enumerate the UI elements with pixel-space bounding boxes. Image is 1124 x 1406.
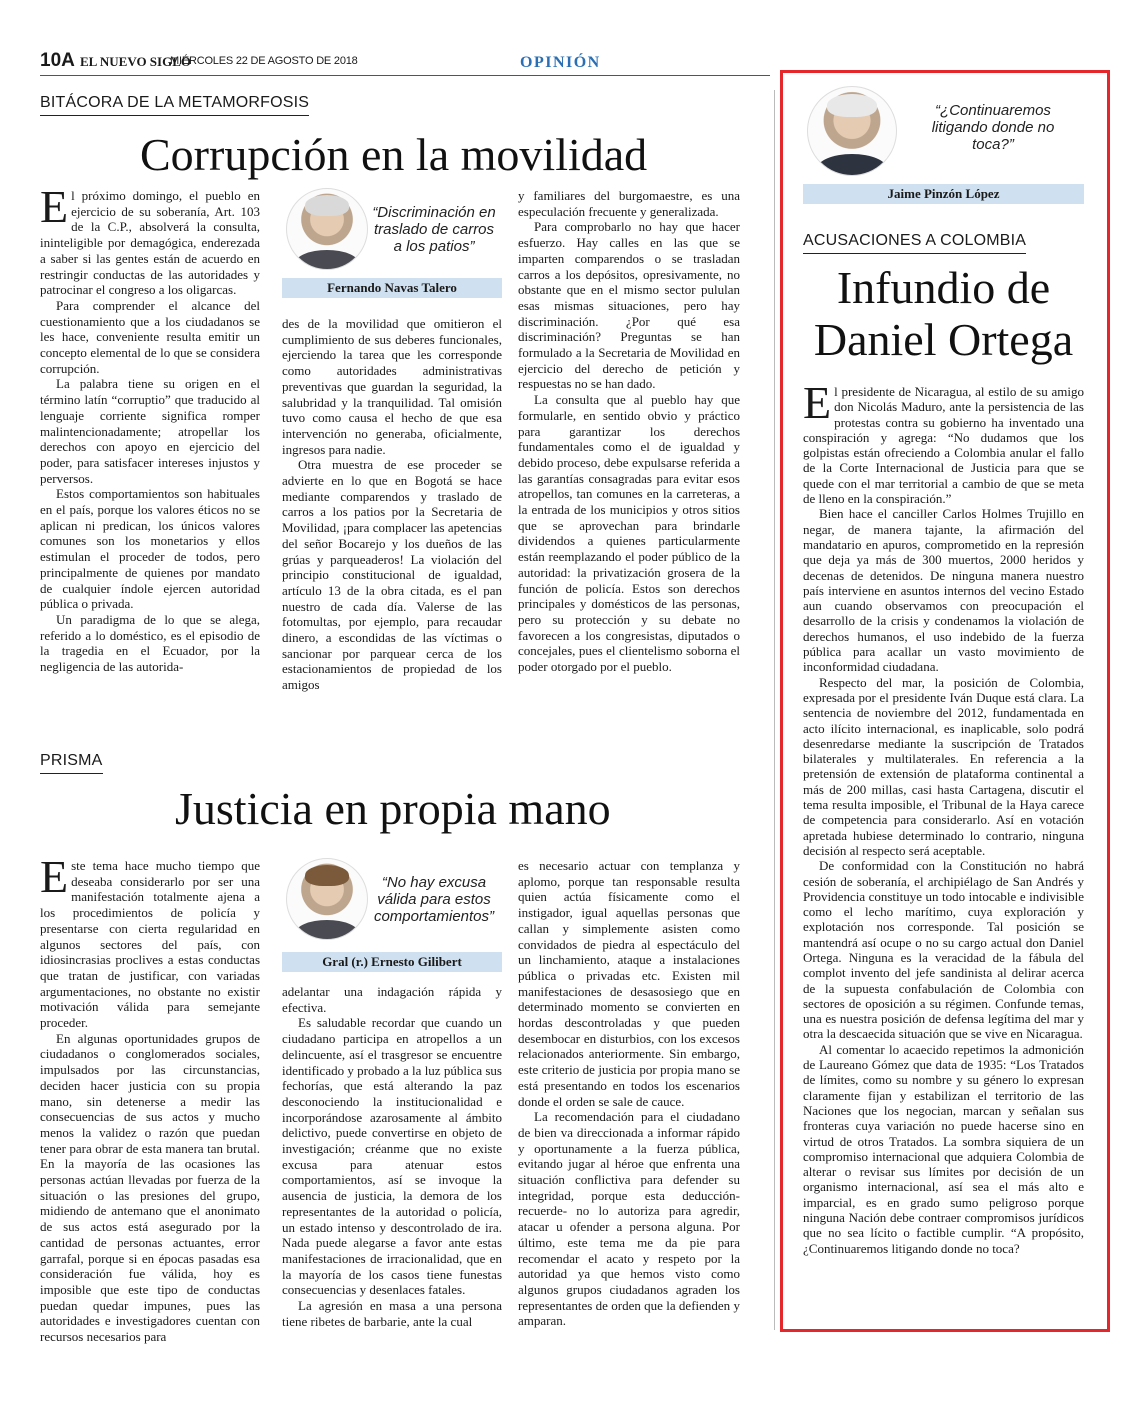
paragraph: es necesario actuar con templanza y aplomo, porque tan responsable resulta quien actúa físicamente como el instigador, igual aquellas personas que callan y simplemente asisten como convidados de piedra al espectáculo del un linchamiento, ataque a instalaciones pública o privadas etc. Existen mil manifestaciones de desasosiego que en determinado momento se convierten en hordas descontroladas y que pueden desembocar en disturbios, con los excesos relacionados anteriormente. Sin embargo, este criterio de justicia por propia mano se está presentando en todos los escenarios donde el orden se sale de cauce.	[518, 858, 740, 1109]
section-title: OPINIÓN	[520, 54, 601, 71]
dropcap: E	[40, 188, 69, 232]
column-separator	[774, 90, 775, 1330]
article1-column-1	[40, 188, 260, 708]
pull-quote: “Discriminación en traslado de carros a los patios”	[372, 204, 496, 255]
paragraph: adelantar una indagación rápida y efectiva.	[282, 984, 502, 1015]
headline-line: Infundio de	[836, 262, 1051, 313]
article1-column-2	[282, 316, 502, 708]
article3-headline	[803, 262, 1084, 366]
paragraph: Bien hace el canciller Carlos Holmes Trujillo en negar, de manera tajante, la afirmación del mandatario en apuros, comprometido en la represión que deja ya más de 300 muertos, 2000 heridos y decenas de detenidos. De ninguna manera nuestro país interviene en asuntos internos del vecino Estado aun cuando observamos con preocupación el desarrollo de la crisis y condenamos la violación de derechos humanos, el uso indebido de la fuerza pública para acallar un vasto movimiento de inconformidad ciudadana.	[803, 506, 1084, 675]
paragraph: Estos comportamientos son habituales en el país, porque los valores éticos no se aplican ni predican, los únicos valores comunes son los monetarios y ellos estimulan el proceder de todos, pero principalmente de quienes por mandato de cualquier índole ejercen autoridad pública o privada.	[40, 486, 260, 612]
paragraph: La recomendación para el ciudadano de bien va direccionada a informar rápido y oportunamente a la fuerza pública, evitando jugar al héroe que enfrenta una situación conflictiva para defender su integridad, porque esta deducción- recuerde- no lo autoriza para agredir, atacar u ofender a persona alguna. Por último, este tema me da pie para recomendar el acato y respeto por la autoridad ya que hemos visto como algunos grupos ciudadanos agraden los representantes de orden que la defienden y amparan.	[518, 1109, 740, 1329]
paragraph: Al comentar lo acaecido repetimos la admonición de Laureano Gómez que data de 1935: “Los Tratados de límites, como su nombre y su género lo expresan claramente fijan y estabilizan el territorio de las Naciones que los negocian, marcan y señalan sus fronteras cuya variación no puede hacerse sino en virtud de otros Tratados. La sombra siquiera de un compromiso internacional que adquiera Colombia de alterar o revisar sus límites por decisión de un organismo internacional, así sea el más alto e imparcial, es en grado sumo peligroso porque ninguna Nación debe contraer compromisos jurídicos que no sea lícito o factible cumplir. “A propósito, ¿Continuaremos litigando donde no toca?	[803, 1041, 1084, 1256]
header-rule	[40, 75, 770, 76]
paragraph: En algunas oportunidades grupos de ciudadanos o conglomerados sociales, impulsados por las circunstancias, deciden hacer justicia con su propia mano, sin detenerse a medir las consecuencias de sus actos y mucho menos la validez o razón que puedan tener para obrar de esta manera tan brutal. En la mayoría de las ocasiones las personas actúan llevadas por fuerza de la situación o las presiones del grupo, midiendo de antemano que el anonimato de sus actos está asegurado por la cantidad de personas actuantes, error garrafal, porque si en épocas pasadas esa consideración fue válida, hoy es imposible que este tipo de conductas puedan quedar impunes, pues las autoridades e investigadores cuentan con recursos necesarios para	[40, 1030, 260, 1345]
paragraph: l presidente de Nicaragua, al estilo de su amigo don Nicolás Maduro, ante la persistencia de las protestas contra su gobierno ha inventado una conspiración y agrega: “No dudamos que los golpistas están ofreciendo a Colombia anular el fallo de la Corte Internacional de Justicia para que se quede con el mar territorial a cambio de que se meta de lleno en la conspiración.”	[803, 384, 1084, 507]
paragraph: des de la movilidad que omitieron el cumplimiento de sus deberes funcionales, ejerciendo la tarea que les corresponde como autoridades administrativas preventivas que guardan la seguridad, la salubridad y la tranquilidad. Tal omisión tuvo como causa el hecho de que esa intervención no generaba, oficialmente, ingresos para nadie.	[282, 316, 502, 457]
author-photo	[286, 858, 368, 940]
paragraph: y familiares del burgomaestre, es una especulación frecuente y generalizada.	[518, 188, 740, 219]
article2-kicker: PRISMA	[40, 752, 103, 769]
article1-quote-box	[282, 188, 502, 303]
author-name: Jaime Pinzón López	[803, 184, 1084, 204]
paragraph: La agresión en masa a una persona tiene ribetes de barbarie, ante la cual	[282, 1298, 502, 1329]
issue-date: MIÉRCOLES 22 DE AGOSTO DE 2018	[170, 55, 358, 67]
paragraph: La consulta que al pueblo hay que formularle, en sentido obvio y práctico para garantizar los derechos fundamentales como el de igualdad y debido proceso, debe expulsarse referida a las garantías consagradas para evitar esos atropellos, tan comunes en la carreteras, a la entrada de los municipios y otros sitios que se aprovechan para brindarle dividendos a quienes particularmente están reemplazando el poder público de la autoridad: la privatización grosera de la función de policía. Estos son derechos principales y domésticos de las personas, pero su protección y su debate no favorecen a los congresistas, diputados o concejales, pues el clientelismo soborna el poder otorgado por el pueblo.	[518, 392, 740, 675]
article1-kicker: BITÁCORA DE LA METAMORFOSIS	[40, 94, 310, 111]
dropcap: E	[40, 858, 69, 902]
paragraph: Para comprender el alcance del cuestionamiento que a los ciudadanos se les hace, conveniente resulta emitir un concepto elemental de lo que se considera corrupción.	[40, 297, 260, 376]
article2-quote-box	[282, 858, 502, 976]
headline-line: Daniel Ortega	[813, 314, 1074, 365]
paragraph: ste tema hace mucho tiempo que deseaba considerarlo por ser una manifestación totalmente ajena a los procedimientos de policía y presentarse con cierta regularidad en algunos sectores del país, con idiosincrasias proclives a estas conductas que tratan de justificar, con variadas argumentaciones, no obstante no existir motivación válida para semejante proceder.	[40, 858, 260, 1031]
article2-column-2	[282, 984, 502, 1350]
article3-kicker: ACUSACIONES A COLOMBIA	[803, 232, 1027, 249]
author-name: Gral (r.) Ernesto Gilibert	[282, 952, 502, 972]
dropcap: E	[803, 384, 832, 428]
paragraph: Es saludable recordar que cuando un ciudadano participa en atropellos a un delincuente, así el trasgresor se encuentre identificado y probado a la luz pública sus fechorías, que está alterando la paz desconociendo la institucionalidad e incorporándose azarosamente al ámbito delictivo, puede convertirse en objeto de investigación; créanme que no existe excusa para atenuar estos comportamientos, así se invoque la ausencia de justicia, la demora de los representantes de la autoridad o policía, un estado intenso y descontrolado de ira. Nada puede alegarse a favor ante estas manifestaciones de irracionalidad, que en la mayoría de los casos tiene funestas consecuencias y desenlaces fatales.	[282, 1015, 502, 1298]
article1-column-3	[518, 188, 740, 708]
article2-column-3	[518, 858, 740, 1350]
article3-quote-box	[803, 86, 1084, 208]
article1-headline: Corrupción en la movilidad	[140, 129, 648, 180]
newspaper-name: EL NUEVO SIGLO	[80, 54, 191, 69]
article2-column-1	[40, 858, 260, 1350]
pull-quote: “¿Continuaremos litigando donde no toca?”	[931, 102, 1055, 153]
author-name: Fernando Navas Talero	[282, 278, 502, 298]
paragraph: Otra muestra de ese proceder se advierte en lo que en Bogotá se hace mediante comparendos y traslado de carros a los patios por la Secretaria de Movilidad, ¡para complacer las apetencias del señor Bocarejo y los dueños de las grúas y parqueaderos! La violación del principio constitucional de igualdad, artículo 13 de la obra citada, es el pan nuestro de cada día. Valerse de las fotomultas, por ejemplo, para recaudar dinero, a escondidas de las víctimas o sancionar por parquear cerca de los estacionamientos de propiedad de los amigos	[282, 457, 502, 693]
pull-quote: “No hay excusa válida para estos comportamientos”	[373, 874, 495, 925]
paragraph: De conformidad con la Constitución no habrá cesión de soberanía, el archipiélago de San Andrés y Providencia constituye un todo intocable e indivisible como el lecho marítimo, cuya exploración y explotación nos corresponde. Tal posición se mantendrá así ocupe o no su cargo actual don Daniel Ortega. Ninguna es la veracidad de la fábula del complot invento del jefe sandinista al delirar acerca de la supuesta confabulación de Colombia con sectores de oposición a su régimen. Confunde temas, una es nuestra posición de defensa legítima del mar y otra la descaecida situación que se vive en Nicaragua.	[803, 858, 1084, 1042]
page-number: 10A	[40, 50, 75, 71]
author-photo	[807, 86, 897, 176]
article3-body	[803, 384, 1084, 1324]
paragraph: Un paradigma de lo que se alega, referido a lo doméstico, es el episodio de la tragedia en el Ecuador, por la negligencia de las autorida-	[40, 611, 260, 675]
article2-headline: Justicia en propia mano	[175, 783, 611, 834]
paragraph: l próximo domingo, el pueblo en ejercicio de su soberanía, Art. 103 de la C.P., absolverá la consulta, ininteligible por demagógica, enderezada a saber si las gentes están de acuerdo en restringir conductas de las autoridades y patrocinar el congreso a los oligarcas.	[40, 188, 260, 298]
author-photo	[286, 188, 368, 270]
paragraph: La palabra tiene su origen en el término latín “corruptio” que traducido al lenguaje corriente significa romper malintencionadamente; atropellar los derechos con apoyo en ejercicio del poder, para satisfacer intereses injustos y perversos.	[40, 376, 260, 486]
paragraph: Para comprobarlo no hay que hacer esfuerzo. Hay calles en las que se imparten comparendos o se trasladan carros a los depósitos, opresivamente, no obstante que en el mismo sector pululan esas mismas situaciones, pero hay discriminación. ¿Por qué esa discriminación? Preguntas se han formulado a la Secretaria de Movilidad en ejercicio del derecho de petición y respuestas no se han dado.	[518, 219, 740, 392]
paragraph: Respecto del mar, la posición de Colombia, expresada por el presidente Iván Duque está clara. La sentencia de noviembre del 2012, fundamentada en acto ilícito internacional, es inaplicable, solo podrá desenredarse mediante la suscripción de Tratados bilaterales y multilaterales. En referencia a la pretensión de extensión de plataforma continental a más de 200 millas, casi hasta Cartagena, discutir el tema resulta imposible, el Tribunal de la Haya carece de competencia para considerarlo. Así en votación apretada hubiese determinado lo contrario, ninguna decisión al respecto será aceptable.	[803, 674, 1084, 858]
